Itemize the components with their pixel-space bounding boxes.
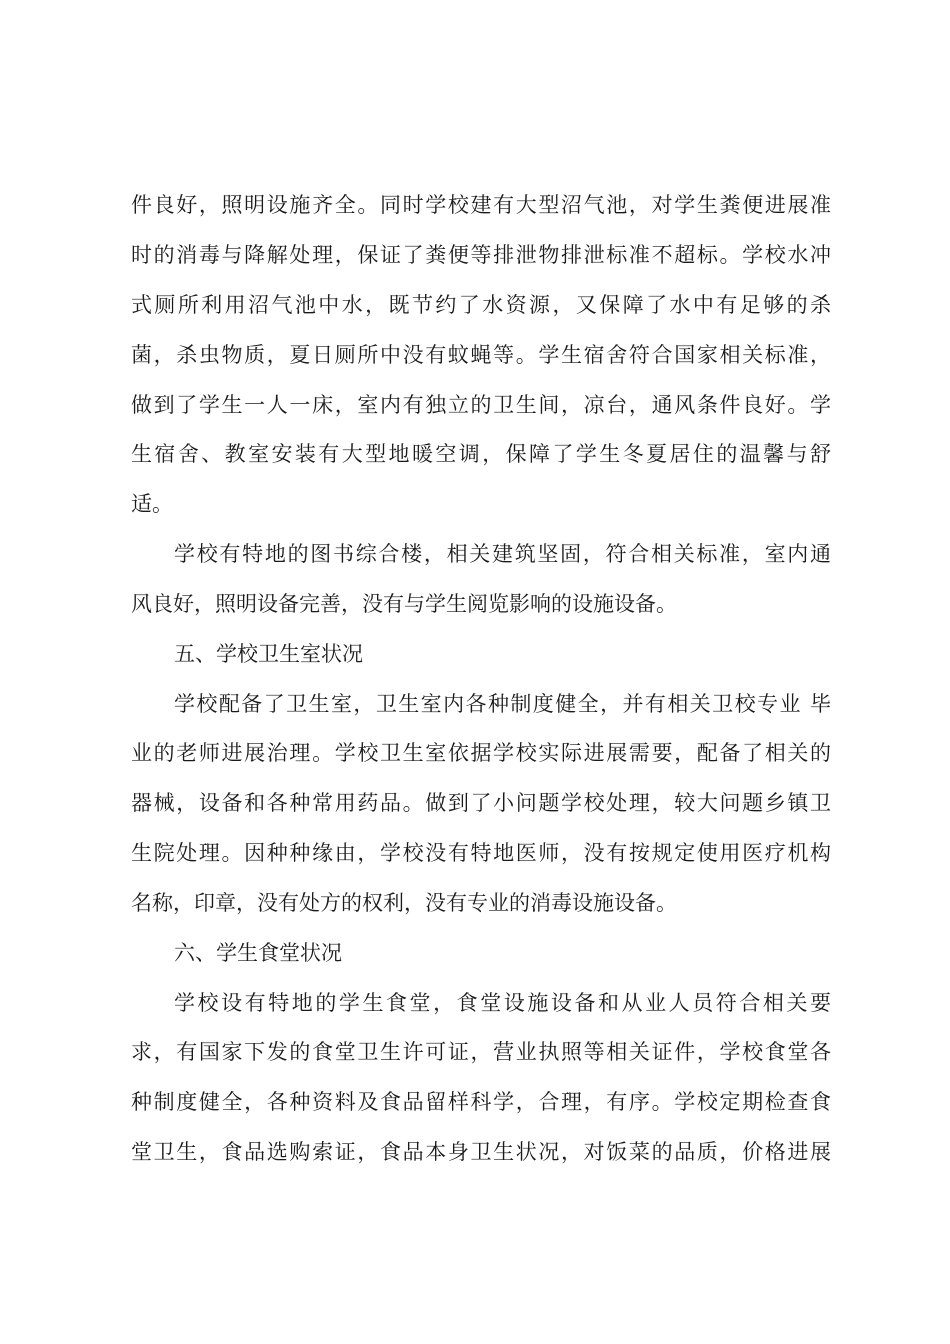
paragraph-line: 做到了学生一人一床，室内有独立的卫生间，凉台，通风条件良好。学 — [131, 393, 831, 417]
paragraph-line: 式厕所利用沼气池中水，既节约了水资源，又保障了水中有足够的杀 — [131, 293, 831, 317]
section-heading: 六、学生食堂状况 — [174, 941, 342, 965]
paragraph-line: 生院处理。因种种缘由，学校没有特地医师，没有按规定使用医疗机构 — [131, 841, 831, 865]
paragraph-line: 堂卫生，食品选购索证，食品本身卫生状况，对饭菜的品质，价格进展 — [131, 1140, 831, 1164]
paragraph-line: 菌，杀虫物质，夏日厕所中没有蚊蝇等。学生宿舍符合国家相关标准， — [131, 343, 831, 367]
paragraph-line: 时的消毒与降解处理，保证了粪便等排泄物排泄标准不超标。学校水冲 — [131, 243, 831, 267]
paragraph-line: 适。 — [131, 492, 173, 516]
paragraph-line: 学校设有特地的学生食堂，食堂设施设备和从业人员符合相关要 — [174, 991, 831, 1015]
paragraph-line: 业的老师进展治理。学校卫生室依据学校实际进展需要，配备了相关的 — [131, 741, 831, 765]
paragraph-line: 生宿舍、教室安装有大型地暖空调，保障了学生冬夏居住的温馨与舒 — [131, 442, 831, 466]
paragraph-line: 求，有国家下发的食堂卫生许可证，营业执照等相关证件，学校食堂各 — [131, 1040, 831, 1064]
paragraph-line: 名称，印章，没有处方的权利，没有专业的消毒设施设备。 — [131, 891, 677, 915]
paragraph-line: 风良好，照明设备完善，没有与学生阅览影响的设施设备。 — [131, 592, 677, 616]
paragraph-line: 件良好，照明设施齐全。同时学校建有大型沼气池，对学生粪便进展准 — [131, 193, 831, 217]
paragraph-line: 学校有特地的图书综合楼，相关建筑坚固，符合相关标准，室内通 — [174, 542, 831, 566]
paragraph-line: 学校配备了卫生室，卫生室内各种制度健全，并有相关卫校专业 毕 — [174, 692, 831, 716]
section-heading: 五、学校卫生室状况 — [174, 642, 363, 666]
paragraph-line: 种制度健全，各种资料及食品留样科学，合理，有序。学校定期检查食 — [131, 1090, 831, 1114]
paragraph-line: 器械，设备和各种常用药品。做到了小问题学校处理，较大问题乡镇卫 — [131, 791, 831, 815]
